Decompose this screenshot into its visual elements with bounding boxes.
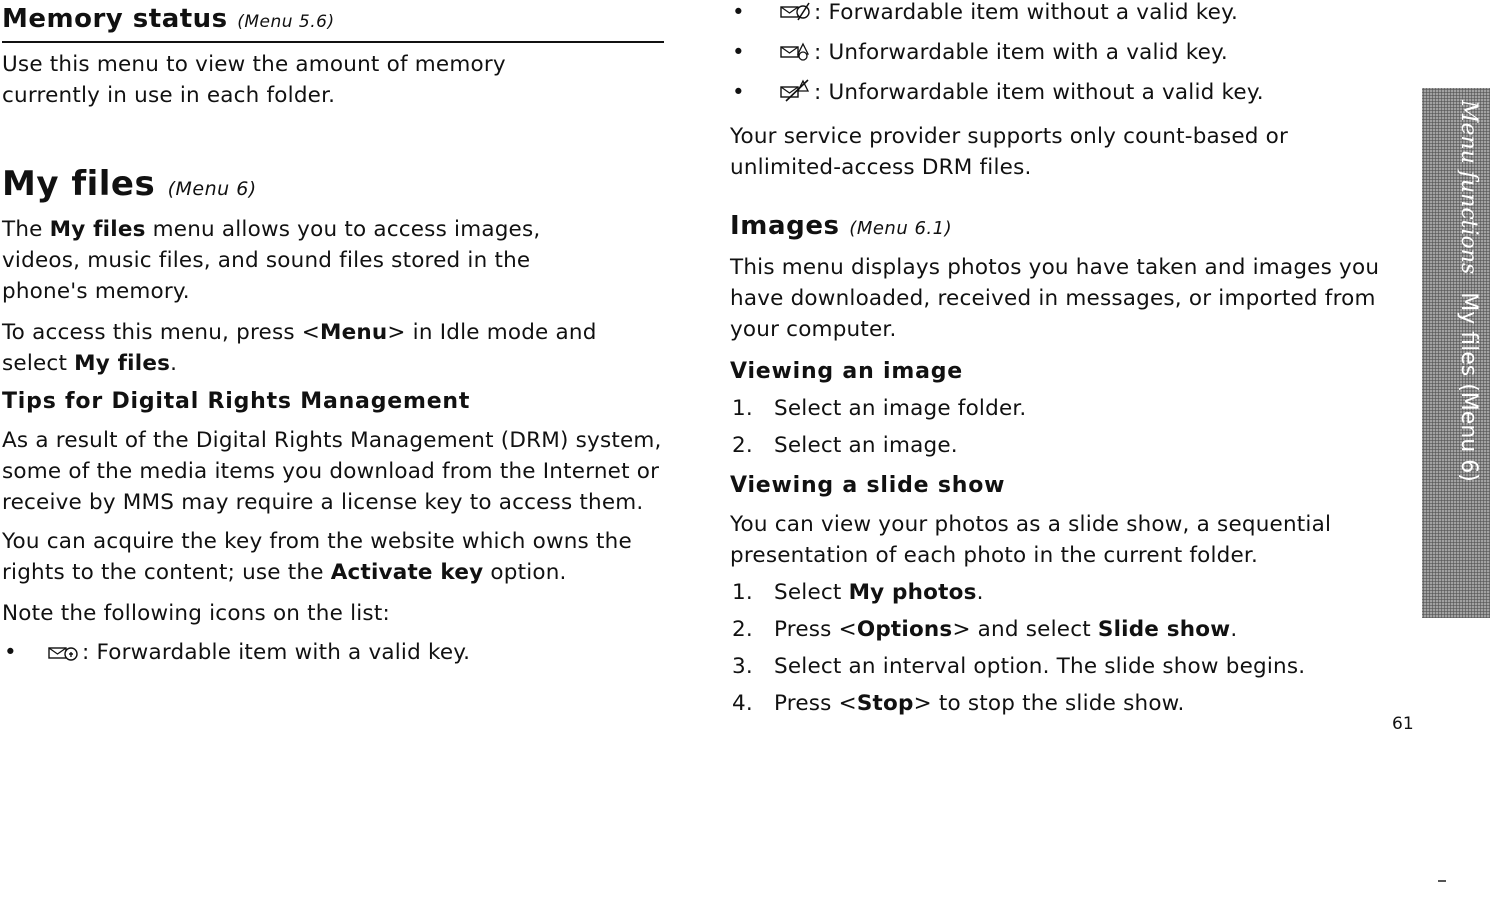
images-description: This menu displays photos you have taken and images you have downloaded, received in messages, or imported from your computer. — [730, 255, 1380, 342]
images-heading — [730, 209, 1400, 246]
right-column — [730, 0, 1400, 719]
memory-status-menu-ref: (Menu 5.6) — [237, 12, 335, 32]
text-run: > to stop the slide show. — [913, 691, 1185, 716]
my-files-intro — [2, 214, 612, 307]
bullet-dot: • — [4, 640, 17, 665]
drm-paragraph-2 — [2, 526, 662, 588]
text-run: menu allows you to access images, videos, music files, and sound files stored in the phone's memory. — [2, 217, 541, 304]
slide-show-description: You can view your photos as a slide show, a sequential presentation of each photo in the current folder. — [730, 512, 1332, 568]
slide-show-step-4 — [730, 688, 1400, 719]
heading-rule — [2, 41, 664, 43]
memory-status-title: Memory status — [2, 4, 228, 34]
forwardable-valid-key-icon — [48, 640, 78, 671]
text-run-bold: Menu — [320, 320, 388, 345]
bullet-forwardable-invalid — [730, 0, 1400, 31]
text-run: . — [170, 351, 178, 376]
unforwardable-valid-key-icon — [780, 40, 810, 71]
step-text: Select an image folder. — [774, 396, 1027, 421]
viewing-image-step-2 — [730, 430, 1400, 461]
my-files-access — [2, 317, 664, 379]
text-run-bold: My photos — [848, 580, 977, 605]
text-run: Press < — [774, 617, 857, 642]
text-run-bold: Stop — [856, 691, 914, 716]
bullet-text: : Unforwardable item with a valid key. — [814, 40, 1228, 65]
text-run: Press < — [774, 691, 857, 716]
left-column — [2, 0, 664, 671]
bullet-dot: • — [732, 40, 745, 65]
side-tab-section: My files (Menu 6) — [1456, 292, 1481, 482]
images-menu-ref: (Menu 6.1) — [849, 218, 953, 239]
drm-tips-heading: Tips for Digital Rights Management — [2, 389, 471, 414]
step-number: 1. — [732, 396, 753, 421]
text-run-bold: My files — [74, 351, 171, 376]
bullet-text: : Forwardable item with a valid key. — [82, 640, 471, 665]
step-number: 3. — [732, 654, 753, 679]
drm-paragraph-1: As a result of the Digital Rights Management (DRM) system, some of the media items you download from the Internet or receive by MMS may require a license key to access them. — [2, 428, 662, 515]
images-title: Images — [730, 211, 840, 241]
text-run-bold: Activate key — [330, 560, 484, 585]
text-run: Select — [774, 580, 849, 605]
text-run: You can acquire the key from the website which owns the rights to the content; use the — [2, 529, 632, 585]
chapter-side-tab — [1422, 88, 1490, 618]
bullet-text: : Unforwardable item without a valid key. — [814, 80, 1264, 105]
icons-note: Note the following icons on the list: — [2, 601, 390, 626]
text-run: . — [1230, 617, 1238, 642]
side-tab-label — [1441, 100, 1481, 606]
slide-show-step-1 — [730, 577, 1400, 608]
text-run: > in Idle mode and select — [2, 320, 597, 376]
my-files-heading — [2, 163, 664, 210]
bullet-dot: • — [732, 0, 745, 25]
text-run: > and select — [952, 617, 1098, 642]
forwardable-invalid-key-icon — [780, 0, 810, 31]
step-number: 2. — [732, 617, 753, 642]
my-files-title: My files — [2, 164, 156, 204]
text-run-bold: My files — [49, 217, 146, 242]
unforwardable-invalid-key-icon — [780, 78, 810, 111]
memory-status-description: Use this menu to view the amount of memory currently in use in each folder. — [2, 52, 506, 108]
slide-show-step-2 — [730, 614, 1400, 645]
viewing-image-heading: Viewing an image — [730, 359, 963, 384]
bullet-forwardable-valid — [2, 637, 664, 671]
step-number: 4. — [732, 691, 753, 716]
bullet-unforwardable-valid — [730, 37, 1400, 71]
page-number: 61 — [1392, 714, 1414, 734]
text-run: To access this menu, press < — [2, 320, 321, 345]
text-run-bold: Options — [856, 617, 953, 642]
slide-show-heading: Viewing a slide show — [730, 473, 1006, 498]
text-run: option. — [483, 560, 567, 585]
slide-show-step-3 — [730, 651, 1400, 682]
step-number: 2. — [732, 433, 753, 458]
text-run-bold: Slide show — [1097, 617, 1231, 642]
step-text: Select an interval option. The slide show begins. — [774, 654, 1306, 679]
text-run: . — [976, 580, 984, 605]
memory-status-heading — [2, 0, 664, 39]
bullet-unforwardable-invalid — [730, 77, 1400, 111]
viewing-image-step-1 — [730, 393, 1400, 424]
my-files-menu-ref: (Menu 6) — [167, 178, 257, 200]
svg-text:Menu functionsMy files (Menu 6 — [1456, 99, 1481, 482]
step-text: Select an image. — [774, 433, 958, 458]
text-run: The — [2, 217, 50, 242]
bullet-dot: • — [732, 80, 745, 105]
provider-note: Your service provider supports only count-based or unlimited-access DRM files. — [730, 124, 1289, 180]
bullet-text: : Forwardable item without a valid key. — [814, 0, 1239, 25]
step-number: 1. — [732, 580, 753, 605]
side-tab-chapter: Menu functions — [1456, 100, 1481, 275]
corner-mark — [1438, 880, 1446, 882]
